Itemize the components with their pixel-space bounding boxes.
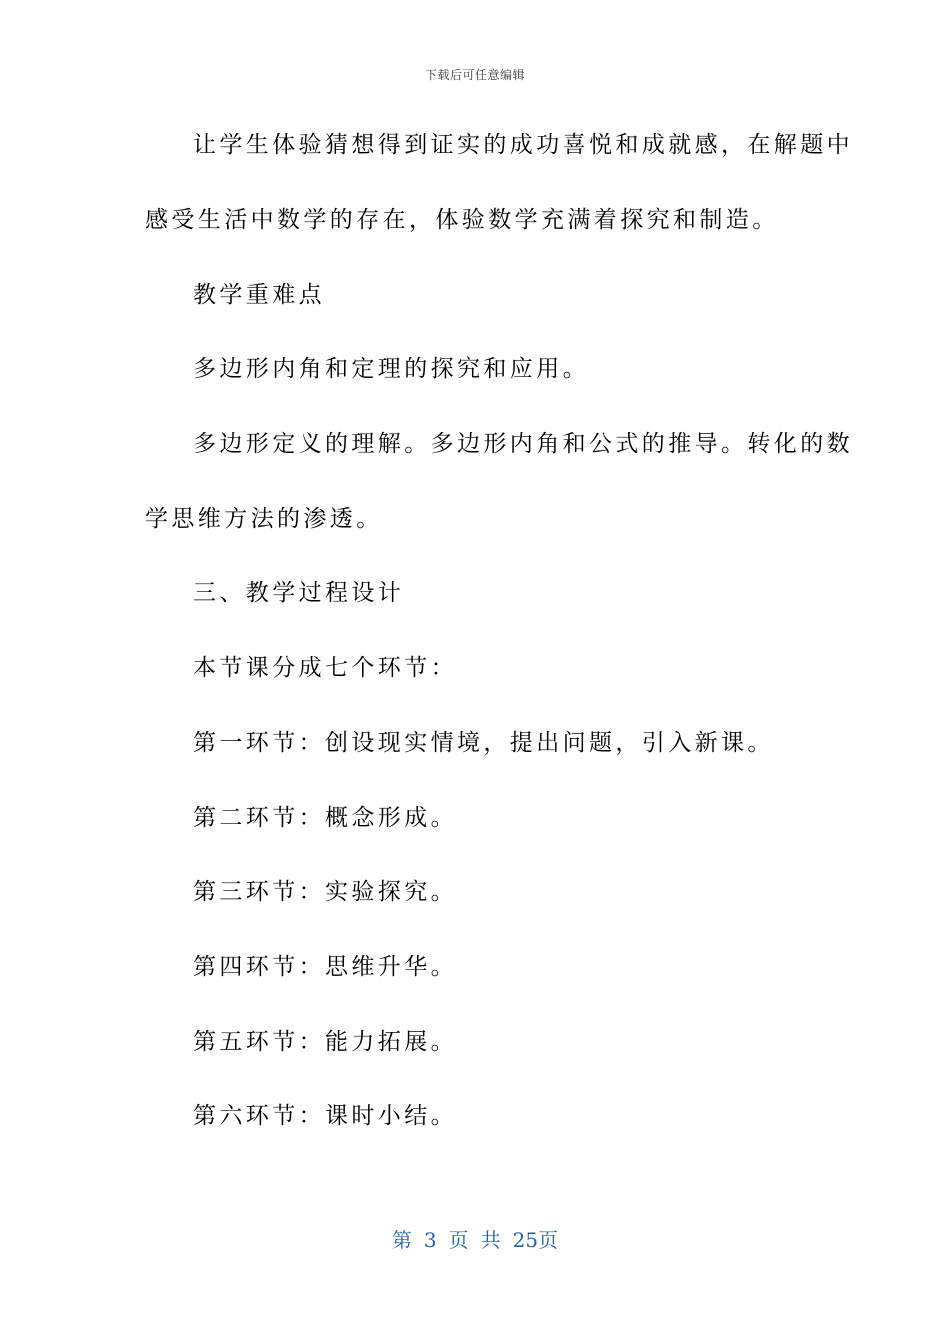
paragraph-line: 学思维方法的渗透。 <box>145 506 383 532</box>
paragraph-line: 感受生活中数学的存在，体验数学充满着探究和制造。 <box>145 207 779 233</box>
footer-current-page: 3 <box>423 1228 437 1252</box>
footer-total-pages: 25页 <box>512 1228 559 1252</box>
list-item: 第五环节：能力拓展。 <box>193 1029 457 1055</box>
section-heading: 三、教学过程设计 <box>193 580 405 606</box>
list-item: 第六环节：课时小结。 <box>193 1103 457 1129</box>
list-item: 第四环节：思维升华。 <box>193 954 457 980</box>
list-item: 第二环节：概念形成。 <box>193 805 457 831</box>
paragraph-line: 多边形内角和定理的探究和应用。 <box>193 356 589 382</box>
paragraph-line: 多边形定义的理解。多边形内角和公式的推导。转化的数 <box>193 431 853 457</box>
paragraph-line: 让学生体验猜想得到证实的成功喜悦和成就感，在解题中 <box>193 132 853 158</box>
footer-page-word: 页 <box>448 1228 469 1252</box>
section-heading: 教学重难点 <box>193 282 325 308</box>
list-item: 第一环节：创设现实情境，提出问题，引入新课。 <box>193 730 774 756</box>
footer-prefix: 第 <box>391 1228 412 1252</box>
list-item: 第三环节：实验探究。 <box>193 879 457 905</box>
footer-total-word: 共 <box>480 1228 501 1252</box>
header-note: 下载后可任意编辑 <box>424 68 525 82</box>
page-footer <box>0 1224 950 1253</box>
paragraph-line: 本节课分成七个环节： <box>193 655 457 681</box>
